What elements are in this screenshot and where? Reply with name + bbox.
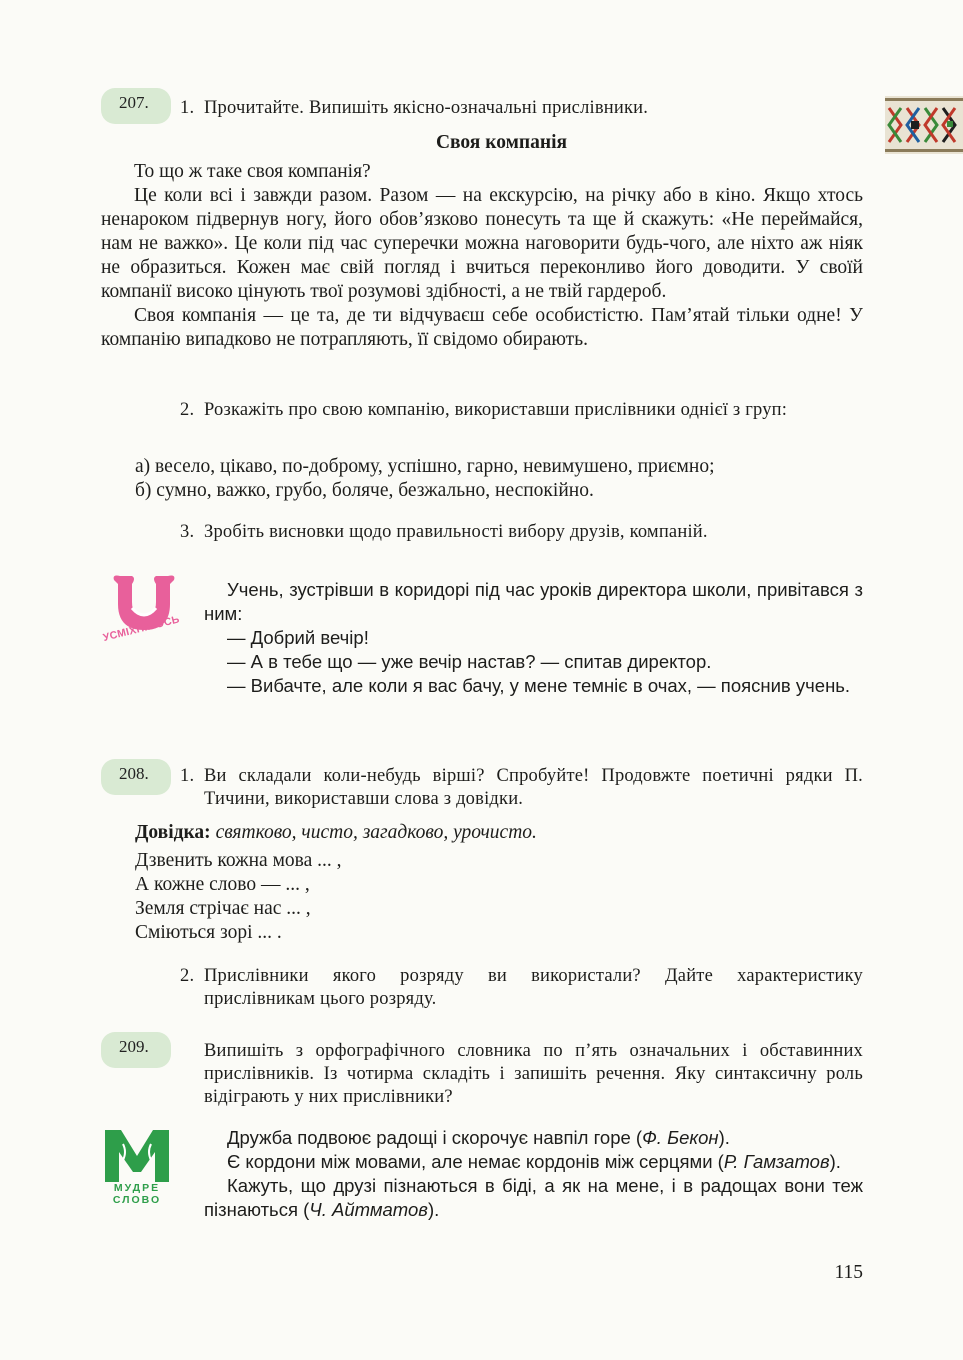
task-instruction bbox=[180, 97, 863, 120]
humor-line: — Вибачте, але коли я вас бачу, у мене темніє в очах, — пояснив учень. bbox=[227, 675, 851, 696]
quotes bbox=[204, 1126, 863, 1222]
page-number: 115 bbox=[834, 1262, 863, 1283]
humor-line: — А в тебе що — уже вечір настав? — спитав директор. bbox=[227, 651, 712, 672]
quote-text: Кажуть, що друзі пізнаються в біді, а як на мене, і в радощах вони теж пізнаються ( bbox=[204, 1175, 863, 1220]
wise-word-logo-text: СЛОВО bbox=[112, 1194, 162, 1206]
task-text: Прочитайте. Випишіть якісно-означальні прислівники. bbox=[204, 98, 649, 118]
humor-line: Учень, зустрівши в коридорі під час уроків директора школи, привітався з ним: bbox=[204, 579, 863, 624]
text-paragraph: Своя компанія — це та, де ти відчуваєш себе особистістю. Пам’ятай тільки одне! У компанію випадково не потрапляють, її свідомо обирають. bbox=[101, 305, 863, 350]
task-number: 2. bbox=[180, 400, 195, 420]
quote-end: ). bbox=[829, 1151, 841, 1172]
quote-text: Є кордони між мовами, але немає кордонів між серцями ( bbox=[227, 1151, 724, 1172]
poem bbox=[135, 849, 635, 945]
quote bbox=[204, 1126, 863, 1150]
smile-logo bbox=[98, 574, 190, 652]
reading-text bbox=[101, 160, 863, 352]
smile-logo-text: УСМІХНІМОСЬ bbox=[101, 613, 181, 644]
quote bbox=[204, 1174, 863, 1222]
exercise-number-badge: 208. bbox=[101, 759, 171, 795]
reference-label: Довідка: bbox=[135, 822, 211, 843]
task-instruction bbox=[180, 765, 863, 811]
poem-line: Земля стрічає нас ... , bbox=[135, 898, 311, 919]
task-instruction bbox=[180, 399, 863, 422]
humor-text bbox=[204, 578, 863, 698]
task-text: Розкажіть про свою компанію, використавши прислівники однієї з груп: bbox=[204, 400, 788, 420]
wise-word-logo-text: МУДРЕ bbox=[113, 1182, 161, 1194]
task-instruction bbox=[180, 965, 863, 1011]
quote bbox=[204, 1150, 863, 1174]
task-number: 2. bbox=[180, 966, 195, 986]
quote-author: Р. Гамзатов bbox=[723, 1151, 830, 1172]
poem-line: А кожне слово — ... , bbox=[135, 874, 310, 895]
quote-end: ). bbox=[427, 1199, 440, 1220]
quote-author: Ф. Бекон bbox=[642, 1127, 719, 1148]
text-paragraph: Це коли всі і завжди разом. Разом — на екскурсію, на річку або в кіно. Якщо хтось ненароком підвернув ногу, його обов’язково понесуть та ще й скажуть: «Не переймайся, нам не важко». Це коли під час суперечки можна наговорити будь-чого, але ніхто аж ніяк не образиться. Кожен має свій погляд і вчиться переконливо його доводити. У своїй компанії високо цінують твої розумові здібності, а не твій гардероб. bbox=[101, 185, 863, 302]
wise-word-logo bbox=[101, 1126, 173, 1208]
text-title: Своя компанія bbox=[435, 132, 568, 153]
task-instruction bbox=[204, 1040, 863, 1109]
quote-end: ). bbox=[718, 1127, 730, 1148]
task-number: 1. bbox=[180, 766, 195, 786]
task-text: Зробіть висновки щодо правильності вибору друзів, компаній. bbox=[204, 522, 708, 542]
task-instruction bbox=[180, 521, 863, 544]
task-number: 1. bbox=[180, 98, 195, 118]
task-number: 3. bbox=[180, 522, 195, 542]
reference-list: святково, чисто, загадково, урочисто. bbox=[215, 822, 537, 843]
text-paragraph: То що ж таке своя компанія? bbox=[134, 161, 371, 182]
task-text: Випишіть з орфографічного словника по п’ять означальних і обставинних прислівників. Із чотирма складіть і запишіть речення. Яку синтаксичну роль відіграють у них прислівники? bbox=[204, 1041, 863, 1107]
poem-line: Дзвенить кожна мова ... , bbox=[135, 850, 342, 871]
word-group-b: б) сумно, важко, грубо, боляче, безжально, неспокійно. bbox=[135, 480, 594, 501]
exercise-number-badge: 207. bbox=[101, 88, 171, 124]
humor-line: — Добрий вечір! bbox=[227, 627, 369, 648]
word-group-a: а) весело, цікаво, по-доброму, успішно, гарно, невимушено, приємно; bbox=[135, 456, 715, 477]
quote-text: Дружба подвоює радощі і скорочує навпіл горе ( bbox=[227, 1127, 643, 1148]
poem-line: Сміються зорі ... . bbox=[135, 922, 282, 943]
task-text: Прислівники якого розряду ви використали? Дайте характеристику прислівникам цього розряду. bbox=[204, 966, 863, 1009]
quote-author: Ч. Айтматов bbox=[309, 1199, 428, 1220]
reference-words bbox=[135, 821, 863, 845]
exercise-number-badge: 209. bbox=[101, 1032, 171, 1068]
task-text: Ви складали коли-небудь вірші? Спробуйте! Продовжте поетичні рядки П. Тичини, використавши слова з довідки. bbox=[204, 766, 863, 809]
